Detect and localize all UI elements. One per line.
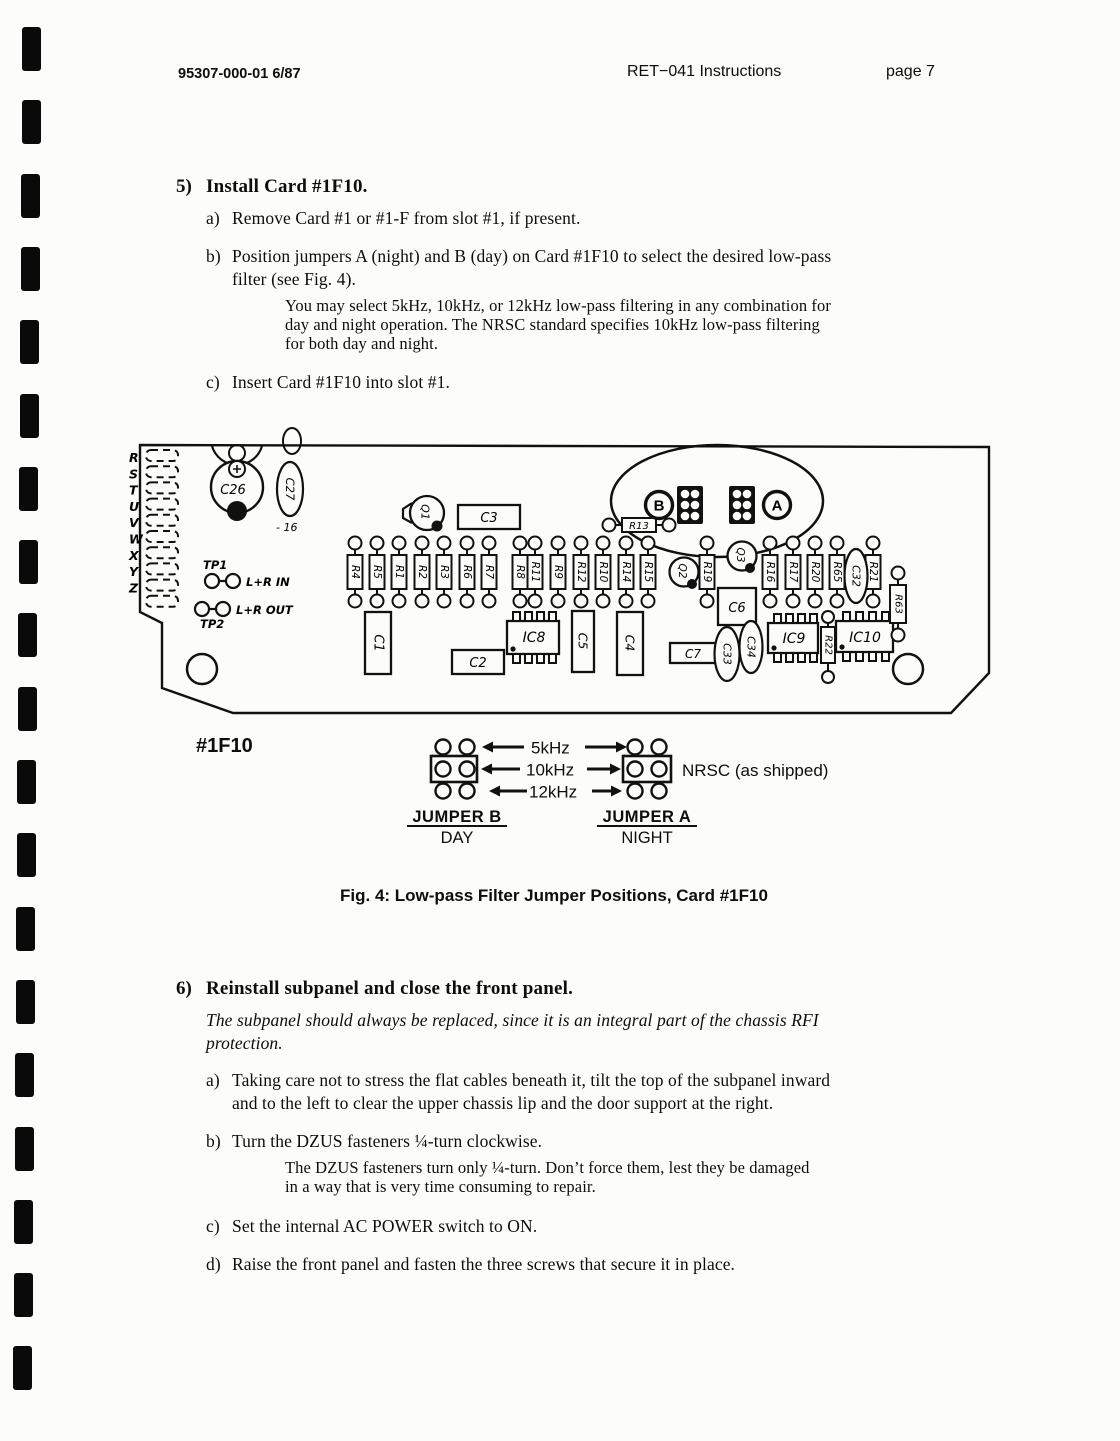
item-6d-letter: d) [206, 1254, 221, 1274]
svg-text:Q1: Q1 [418, 504, 432, 520]
note-6b-line1: The DZUS fasteners turn only ¼-turn. Don’t force them, lest they be damaged [285, 1158, 810, 1177]
svg-text:R10: R10 [597, 561, 609, 583]
svg-text:TP2: TP2 [200, 617, 225, 631]
component-r2 [415, 537, 430, 608]
connector-finger [146, 450, 178, 461]
binding-mark [13, 1346, 32, 1390]
component-c34 [740, 621, 763, 673]
component-r17 [786, 537, 801, 608]
svg-text:IC8: IC8 [522, 630, 546, 646]
card-edge-connector [128, 450, 178, 607]
binding-mark [21, 174, 40, 218]
note-5b-line3: for both day and night. [285, 334, 439, 353]
item-6a-line1: Taking care not to stress the flat cables beneath it, tilt the top of the subpanel inward [232, 1070, 831, 1090]
binding-mark [17, 760, 36, 804]
component-r1 [392, 537, 407, 608]
jumper-pin [733, 501, 742, 510]
legend-jumper-b-title: JUMPER B [412, 808, 502, 826]
jumper-pin [733, 490, 742, 499]
svg-text:R65: R65 [831, 561, 843, 583]
legend-pin [436, 740, 451, 755]
jumper-pin-blocks [677, 486, 755, 524]
item-6a-letter: a) [206, 1070, 220, 1090]
ic-pin [513, 612, 520, 621]
legend-pin [652, 762, 667, 777]
legend-pin [460, 784, 475, 799]
ic-pin [798, 653, 805, 662]
binding-mark [18, 687, 37, 731]
component-c3 [458, 505, 520, 529]
connector-letter: V [129, 515, 139, 531]
section6-intro-line1: The subpanel should always be replaced, since it is an integral part of the chassis RFI [206, 1010, 819, 1030]
item-6c-letter: c) [206, 1216, 220, 1236]
svg-text:C6: C6 [728, 601, 746, 616]
connector-finger [146, 531, 178, 542]
ic-pin [549, 612, 556, 621]
svg-text:C26: C26 [220, 483, 246, 498]
svg-text:R12: R12 [575, 561, 587, 583]
legend-freq-10khz: 10kHz [526, 760, 575, 780]
jumper-pin [681, 512, 690, 521]
item-5a-letter: a) [206, 208, 220, 228]
ic-pin [513, 654, 520, 663]
legend-nrsc-note: NRSC (as shipped) [682, 761, 829, 780]
item-5b-line2: filter (see Fig. 4). [232, 269, 356, 289]
page-number: page 7 [886, 63, 935, 80]
ic-pin [869, 652, 876, 661]
component-r65 [830, 537, 845, 608]
mounting-hole-right [893, 654, 923, 684]
item-6b-letter: b) [206, 1131, 221, 1151]
svg-text:R13: R13 [629, 521, 649, 532]
binding-mark [14, 1200, 33, 1244]
component-q2 [670, 558, 699, 590]
component-q1 [403, 496, 444, 532]
binding-mark [17, 833, 36, 877]
legend-pin [628, 784, 643, 799]
binding-mark [18, 613, 37, 657]
svg-text:R11: R11 [529, 561, 541, 583]
svg-text:R16: R16 [764, 561, 776, 583]
component-c27 [276, 428, 303, 534]
legend-pin [460, 740, 475, 755]
note-5b-line1: You may select 5kHz, 10kHz, or 12kHz low-pass filtering in any combination for [285, 296, 831, 315]
mounting-hole-left [187, 654, 217, 684]
board-label: #1F10 [196, 735, 253, 757]
svg-text:R3: R3 [438, 565, 450, 579]
component-r12 [574, 537, 589, 608]
svg-text:R14: R14 [620, 561, 632, 583]
binding-mark [15, 1053, 34, 1097]
binding-mark [19, 467, 38, 511]
svg-text:Q2: Q2 [676, 563, 688, 579]
legend-selected-jumper-box [623, 756, 671, 782]
section6-intro-line2: protection. [206, 1033, 283, 1053]
ic-pin [843, 652, 850, 661]
legend-pin [652, 740, 667, 755]
legend-pin [628, 762, 643, 777]
svg-text:R63: R63 [892, 594, 904, 614]
component-r3 [437, 537, 452, 608]
doc-title: RET−041 Instructions [627, 63, 782, 80]
legend-jumper-a-title: JUMPER A [602, 808, 692, 826]
jumper-pin [743, 501, 752, 510]
component-r63 [890, 567, 906, 642]
component-c32 [845, 549, 868, 603]
jumper-pin [733, 512, 742, 521]
note-6b-line2: in a way that is very time consuming to repair. [285, 1177, 596, 1196]
binding-marks [0, 0, 60, 1441]
svg-text:TP1: TP1 [203, 558, 228, 572]
ic-pin [843, 612, 850, 621]
jumper-pin [681, 490, 690, 499]
item-5b-line1: Position jumpers A (night) and B (day) on Card #1F10 to select the desired low-pass [232, 246, 832, 266]
svg-text:C34: C34 [744, 636, 758, 658]
component-r11 [528, 537, 543, 608]
component-r20 [808, 537, 823, 608]
connector-letter: T [129, 482, 138, 498]
svg-text:Q3: Q3 [734, 547, 746, 563]
svg-text:L+R OUT: L+R OUT [236, 603, 293, 617]
component-ic9 [768, 614, 818, 662]
connector-letter: U [129, 498, 140, 514]
svg-text:C32: C32 [849, 565, 863, 587]
test-point-tp1 [203, 558, 290, 589]
component-c4 [617, 612, 643, 675]
pcb-card-1f10-diagram [120, 425, 1000, 720]
ic-pin [810, 653, 817, 662]
binding-mark [20, 320, 39, 364]
binding-mark [21, 247, 40, 291]
ic-pin [810, 614, 817, 623]
section6-heading: Reinstall subpanel and close the front panel. [206, 978, 574, 999]
jumper-pin [691, 512, 700, 521]
legend-freq-5khz: 5kHz [531, 738, 570, 758]
svg-text:L+R IN: L+R IN [246, 575, 290, 589]
doc-reference: 95307-000-01 6/87 [178, 66, 301, 82]
svg-text:C27: C27 [283, 477, 297, 501]
item-5a-text: Remove Card #1 or #1-F from slot #1, if present. [232, 208, 581, 228]
ic-pin [856, 612, 863, 621]
jumper-pin [743, 512, 752, 521]
component-c7 [670, 643, 717, 663]
legend-selected-jumper-box [431, 756, 477, 782]
svg-text:IC9: IC9 [782, 631, 806, 647]
item-6c-text: Set the internal AC POWER switch to ON. [232, 1216, 538, 1236]
binding-mark [16, 980, 35, 1024]
test-point-tp2 [195, 602, 294, 631]
legend-freq-12khz: 12kHz [529, 782, 578, 802]
legend-jumper-b-sub: DAY [440, 829, 474, 847]
component-r10 [596, 537, 611, 608]
svg-text:C5: C5 [575, 632, 591, 650]
legend-jumper-a-sub: NIGHT [621, 829, 673, 847]
jumper-b-marker [646, 492, 673, 519]
item-6d-text: Raise the front panel and fasten the three screws that secure it in place. [232, 1254, 736, 1274]
svg-text:R1: R1 [393, 565, 405, 579]
legend-pin [460, 762, 475, 777]
item-6b-text: Turn the DZUS fasteners ¼-turn clockwise. [232, 1131, 543, 1151]
svg-text:C3: C3 [480, 511, 498, 526]
svg-text:C7: C7 [684, 647, 702, 661]
connector-finger [146, 547, 178, 558]
connector-letter: W [129, 531, 143, 547]
legend-pin [628, 740, 643, 755]
ic-pin [537, 654, 544, 663]
binding-mark [19, 540, 38, 584]
component-c33 [715, 627, 740, 681]
component-q3 [728, 542, 757, 574]
ic-pin [869, 612, 876, 621]
connector-finger [146, 499, 178, 510]
svg-text:R8: R8 [514, 565, 526, 579]
ic-pin [774, 653, 781, 662]
component-c26 [211, 445, 263, 521]
legend-pin [436, 762, 451, 777]
component-r4 [348, 537, 363, 608]
item-6a-line2: and to the left to clear the upper chassis lip and the door support at the right. [232, 1093, 774, 1113]
ic-pin [856, 652, 863, 661]
ic-pin [774, 614, 781, 623]
component-r15 [641, 537, 656, 608]
component-r6 [460, 537, 475, 608]
section6-number: 6) [176, 978, 192, 999]
svg-text:IC10: IC10 [849, 630, 881, 646]
component-r5 [370, 537, 385, 608]
svg-text:C33: C33 [720, 643, 734, 665]
svg-text:R15: R15 [642, 561, 654, 583]
ic-pin [786, 614, 793, 623]
component-r22 [821, 611, 835, 683]
connector-finger [146, 596, 178, 607]
legend-pin [436, 784, 451, 799]
ic-pin [882, 612, 889, 621]
connector-letter: R [129, 450, 139, 465]
component-r19 [700, 537, 715, 608]
svg-text:R5: R5 [371, 565, 383, 579]
component-r16 [763, 537, 778, 608]
connector-letter: X [129, 547, 139, 563]
binding-mark [14, 1273, 33, 1317]
svg-text:R21: R21 [867, 561, 879, 583]
item-5c-text: Insert Card #1F10 into slot #1. [232, 372, 450, 392]
component-r9 [551, 537, 566, 608]
ic-pin [525, 612, 532, 621]
binding-mark [22, 27, 41, 71]
jumper-pin [743, 490, 752, 499]
svg-text:R2: R2 [416, 565, 428, 579]
component-c1 [365, 612, 391, 674]
ic-pin [549, 654, 556, 663]
section5-number: 5) [176, 176, 192, 197]
connector-finger [146, 563, 178, 574]
component-c6 [718, 588, 756, 625]
component-r7 [482, 537, 497, 608]
ic-pin [882, 652, 889, 661]
component-ic8 [507, 612, 559, 663]
svg-text:R9: R9 [552, 565, 564, 579]
jumper-pin [691, 501, 700, 510]
svg-text:R22: R22 [822, 635, 834, 655]
resistor-row [348, 537, 881, 608]
legend-pin [652, 784, 667, 799]
svg-text:R4: R4 [349, 565, 361, 579]
svg-text:R7: R7 [483, 565, 495, 579]
connector-letter: S [129, 466, 139, 482]
binding-mark [15, 1127, 34, 1171]
svg-text:A: A [771, 497, 783, 515]
component-r13 [603, 518, 676, 532]
svg-text:R19: R19 [701, 561, 713, 583]
jumper-position-legend [180, 725, 880, 850]
connector-finger [146, 515, 178, 526]
ic-pin [798, 614, 805, 623]
svg-text:- 16: - 16 [276, 521, 298, 534]
connector-letter: Z [129, 580, 139, 596]
jumper-a-marker [764, 492, 791, 519]
svg-text:R17: R17 [787, 561, 799, 583]
section5-heading: Install Card #1F10. [206, 176, 368, 197]
binding-mark [16, 907, 35, 951]
svg-text:C1: C1 [370, 634, 386, 652]
jumper-pin [691, 490, 700, 499]
component-ic10 [836, 612, 893, 661]
binding-mark [20, 394, 39, 438]
note-5b-line2: day and night operation. The NRSC standard specifies 10kHz low-pass filtering [285, 315, 820, 334]
svg-text:R20: R20 [809, 561, 821, 583]
component-c2 [452, 650, 504, 674]
svg-text:C4: C4 [622, 634, 638, 652]
svg-text:C2: C2 [469, 656, 487, 671]
svg-text:B: B [653, 497, 665, 515]
component-r8 [513, 537, 528, 608]
connector-letter: Y [129, 564, 139, 580]
binding-mark [22, 100, 41, 144]
component-c5 [572, 611, 594, 672]
svg-text:R6: R6 [461, 565, 473, 579]
item-5c-letter: c) [206, 372, 220, 392]
connector-finger [146, 580, 178, 591]
item-5b-letter: b) [206, 246, 221, 266]
connector-finger [146, 466, 178, 477]
ic-pin [786, 653, 793, 662]
connector-finger [146, 482, 178, 493]
ic-pin [537, 612, 544, 621]
component-r14 [619, 537, 634, 608]
figure-caption: Fig. 4: Low-pass Filter Jumper Positions, Card #1F10 [340, 886, 768, 905]
ic-pin [525, 654, 532, 663]
jumper-pin [681, 501, 690, 510]
